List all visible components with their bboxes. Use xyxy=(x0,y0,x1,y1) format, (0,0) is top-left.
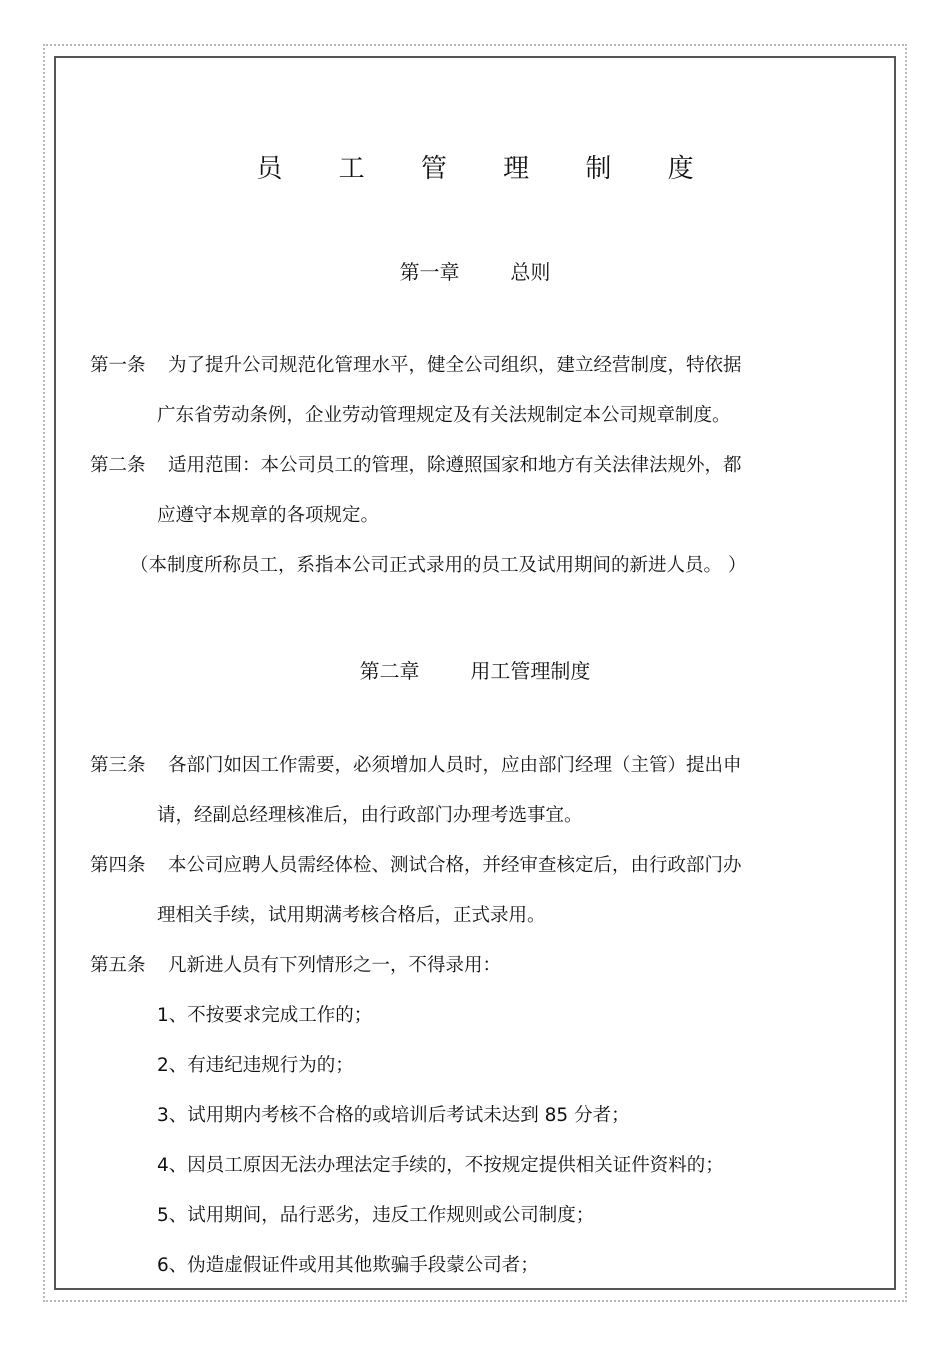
article-3-text-cont: 请，经副总经理核准后，由行政部门办理考选事宜。 xyxy=(157,805,583,826)
article-2-note: （本制度所称员工，系指本公司正式录用的员工及试用期间的新进人员。 ） xyxy=(130,555,747,576)
article-2-text: 适用范围：本公司员工的管理，除遵照国家和地方有关法律法规外，都 xyxy=(168,455,742,476)
article-3-label: 第三条 xyxy=(90,755,146,776)
list-item: 2、有违纪违规行为的； xyxy=(157,1055,354,1076)
list-item: 6、伪造虚假证件或用其他欺骗手段蒙公司者； xyxy=(157,1255,539,1276)
article-1-text: 为了提升公司规范化管理水平，健全公司组织，建立经营制度，特依据 xyxy=(168,355,742,376)
article-1-label: 第一条 xyxy=(90,355,146,376)
article-3-text: 各部门如因工作需要，必须增加人员时，应由部门经理（主管）提出申 xyxy=(168,755,742,776)
list-item: 5、试用期间，品行恶劣，违反工作规则或公司制度； xyxy=(157,1205,595,1226)
list-item: 1、不按要求完成工作的； xyxy=(157,1005,373,1026)
chapter-1-heading: 第一章 总则 xyxy=(399,260,551,284)
article-4-text: 本公司应聘人员需经体检、测试合格，并经审查核定后，由行政部门办 xyxy=(168,855,742,876)
article-5-label: 第五条 xyxy=(90,955,146,976)
list-item: 3、试用期内考核不合格的或培训后考试未达到 85 分者； xyxy=(157,1105,630,1126)
article-2-text-cont: 应遵守本规章的各项规定。 xyxy=(157,505,380,526)
article-5-text: 凡新进人员有下列情形之一，不得录用： xyxy=(168,955,502,976)
article-4-text-cont: 理相关手续，试用期满考核合格后，正式录用。 xyxy=(157,905,546,926)
article-4-label: 第四条 xyxy=(90,855,146,876)
list-item: 4、因员工原因无法办理法定手续的，不按规定提供相关证件资料的； xyxy=(157,1155,724,1176)
article-1-text-cont: 广东省劳动条例，企业劳动管理规定及有关法规制定本公司规章制度。 xyxy=(157,405,731,426)
document-title: 员 工 管 理 制 度 xyxy=(256,154,718,184)
chapter-2-heading: 第二章 用工管理制度 xyxy=(359,659,591,683)
article-2-label: 第二条 xyxy=(90,455,146,476)
